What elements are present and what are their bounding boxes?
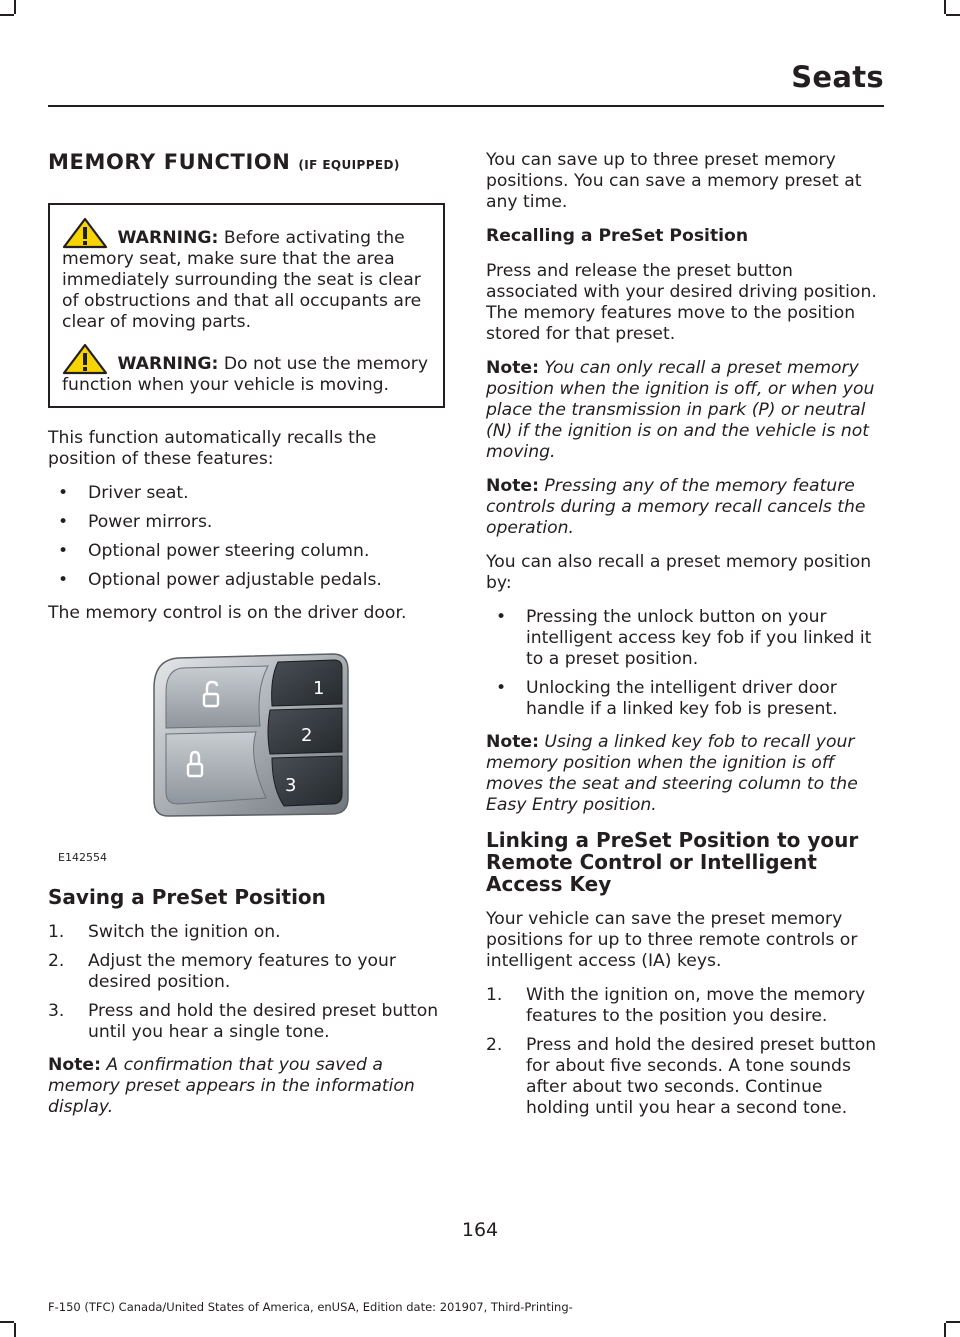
list-item: • Power mirrors. <box>48 512 445 533</box>
list-item: • Pressing the unlock button on your intelligent access key fob if you linked it to a preset position. <box>486 607 883 670</box>
feature-list <box>48 483 445 591</box>
note-text: A confirmation that you saved a memory preset appears in the information display. <box>48 1055 415 1117</box>
list-item <box>48 922 445 943</box>
step-text: Press and hold the desired preset button until you hear a single tone. <box>88 1001 439 1042</box>
recall-methods-list <box>486 607 883 720</box>
crop-mark <box>946 1321 960 1323</box>
list-item: • Unlocking the intelligent driver door handle if a linked key fob is present. <box>486 678 883 720</box>
intro-paragraph: This function automatically recalls the position of these features: <box>48 428 377 469</box>
warning-item <box>62 217 435 333</box>
preset-button-3-label: 3 <box>285 775 297 796</box>
also-paragraph: You can also recall a preset memory position by: <box>486 552 872 593</box>
step-number: 1. <box>48 922 65 942</box>
step-text: Press and hold the desired preset button for about five seconds. A tone sounds after about two seconds. Continue holding until you hear a second tone. <box>526 1035 877 1118</box>
note-text: Using a linked key fob to recall your memory position when the ignition is off moves the seat and steering column to the Easy Entry position. <box>486 732 858 815</box>
recall-paragraph: Press and release the preset button associated with your desired driving position. The memory features move to the position stored for that preset. <box>486 261 877 344</box>
note-label: Note: <box>486 358 539 378</box>
list-item <box>48 1001 445 1043</box>
page-header-title: Seats <box>791 60 884 94</box>
preset-button-1-label: 1 <box>313 678 325 699</box>
link-steps <box>486 985 883 1119</box>
list-item <box>486 985 883 1027</box>
intro-paragraph: You can save up to three preset memory positions. You can save a memory preset at any time. <box>486 150 862 212</box>
subsection-heading: Saving a PreSet Position <box>48 885 326 909</box>
step-text: Switch the ignition on. <box>88 922 281 942</box>
note-label: Note: <box>48 1055 101 1075</box>
note-text: You can only recall a preset memory position when the ignition is off, or when you place the transmission in park (P) or neutral (N) if the ignition is on and the vehicle is not moving. <box>486 358 875 462</box>
note <box>486 476 883 539</box>
list-item <box>48 951 445 993</box>
step-text: Adjust the memory features to your desired position. <box>88 951 396 992</box>
step-number: 3. <box>48 1001 65 1021</box>
crop-mark <box>0 14 14 16</box>
warning-triangle-icon <box>62 217 108 249</box>
page-footer: F-150 (TFC) Canada/United States of America, enUSA, Edition date: 201907, Third-Printing- <box>48 1300 573 1314</box>
crop-mark <box>944 0 946 14</box>
warning-label: WARNING: <box>117 228 219 248</box>
crop-mark <box>944 1323 946 1337</box>
subsection-heading: Recalling a PreSet Position <box>486 226 749 246</box>
note <box>486 358 883 463</box>
note-label: Note: <box>486 476 539 496</box>
memory-control-figure <box>48 638 445 864</box>
list-item: • Driver seat. <box>48 483 445 504</box>
section-heading-text: MEMORY FUNCTION <box>48 150 291 174</box>
warning-text: Before activating the memory seat, make sure that the area immediately surrounding the seat is clear of obstructions and that all occupants are clear of moving parts. <box>62 228 422 332</box>
crop-mark <box>14 1323 16 1337</box>
right-column <box>486 150 883 1131</box>
list-item: • Optional power adjustable pedals. <box>48 570 445 591</box>
note-text: Pressing any of the memory feature controls during a memory recall cancels the operation. <box>486 476 866 538</box>
section-heading-suffix: (IF EQUIPPED) <box>298 158 400 172</box>
saving-steps <box>48 922 445 1043</box>
note <box>486 732 883 816</box>
note-label: Note: <box>486 732 539 752</box>
preset-button-2-label: 2 <box>301 725 313 746</box>
section-heading <box>48 150 445 177</box>
note <box>48 1055 445 1118</box>
warning-label: WARNING: <box>117 354 219 374</box>
warning-text: Do not use the memory function when your vehicle is moving. <box>62 354 429 395</box>
page-number: 164 <box>461 1219 499 1241</box>
subsection-heading: Linking a PreSet Position to your Remote Control or Intelligent Access Key <box>486 828 859 896</box>
memory-switch-illustration <box>148 648 358 824</box>
crop-mark <box>946 14 960 16</box>
list-item: • Optional power steering column. <box>48 541 445 562</box>
step-number: 2. <box>48 951 65 971</box>
list-item <box>486 1035 883 1119</box>
warning-triangle-icon <box>62 343 108 375</box>
crop-mark <box>0 1321 14 1323</box>
warning-item <box>62 343 435 396</box>
figure-code: E142554 <box>58 851 107 864</box>
link-paragraph: Your vehicle can save the preset memory positions for up to three remote controls or intelligent access (IA) keys. <box>486 909 858 971</box>
header-rule <box>48 105 884 107</box>
warning-box <box>48 203 445 408</box>
left-column <box>48 150 445 1131</box>
step-text: With the ignition on, move the memory features to the position you desire. <box>526 985 866 1026</box>
step-number: 2. <box>486 1035 503 1055</box>
location-paragraph: The memory control is on the driver door. <box>48 603 407 623</box>
step-number: 1. <box>486 985 503 1005</box>
crop-mark <box>14 0 16 14</box>
